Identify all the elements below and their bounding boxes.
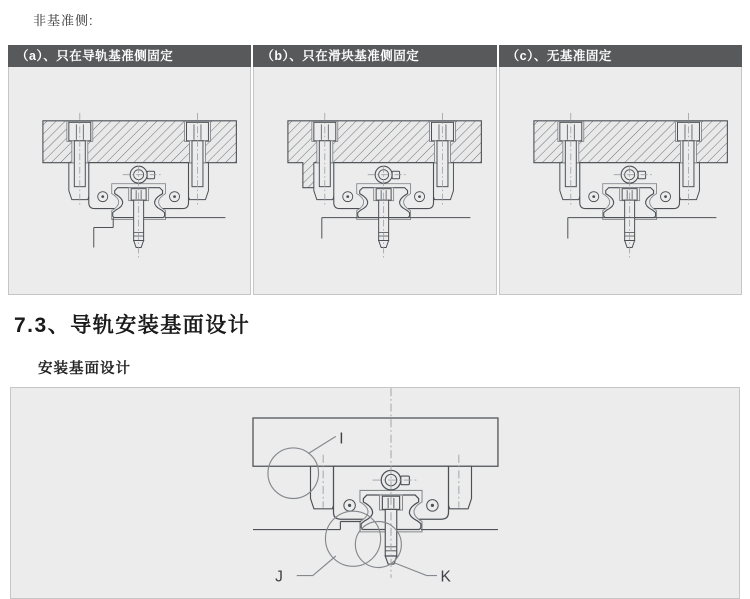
non-reference-side-label: 非基准侧:	[33, 13, 94, 28]
guide-assembly-drawing-a	[9, 67, 250, 294]
panel-a	[8, 45, 251, 295]
sub-heading: 安装基面设计	[38, 361, 131, 377]
panel-b-title: （b）、只在滑块基准侧固定	[253, 45, 496, 67]
panel-c	[499, 45, 742, 295]
guide-assembly-drawing-b	[254, 67, 495, 294]
mounting-surface-design-panel	[10, 387, 740, 599]
panel-b	[253, 45, 496, 295]
panel-a-body	[8, 67, 251, 295]
panel-c-body	[499, 67, 742, 295]
detail-label-j: J	[275, 568, 283, 586]
guide-assembly-drawing-c	[500, 67, 741, 294]
fixing-method-panels	[8, 45, 742, 295]
mounting-surface-drawing	[11, 388, 739, 598]
table-block	[253, 418, 498, 466]
panel-a-title: （a）、只在导轨基准侧固定	[8, 45, 251, 67]
panel-b-body	[253, 67, 496, 295]
section-heading: 7.3、导轨安装基面设计	[14, 314, 251, 337]
detail-label-k: K	[440, 568, 451, 586]
detail-label-i: I	[339, 430, 344, 448]
panel-c-title: （c）、无基准固定	[499, 45, 742, 67]
